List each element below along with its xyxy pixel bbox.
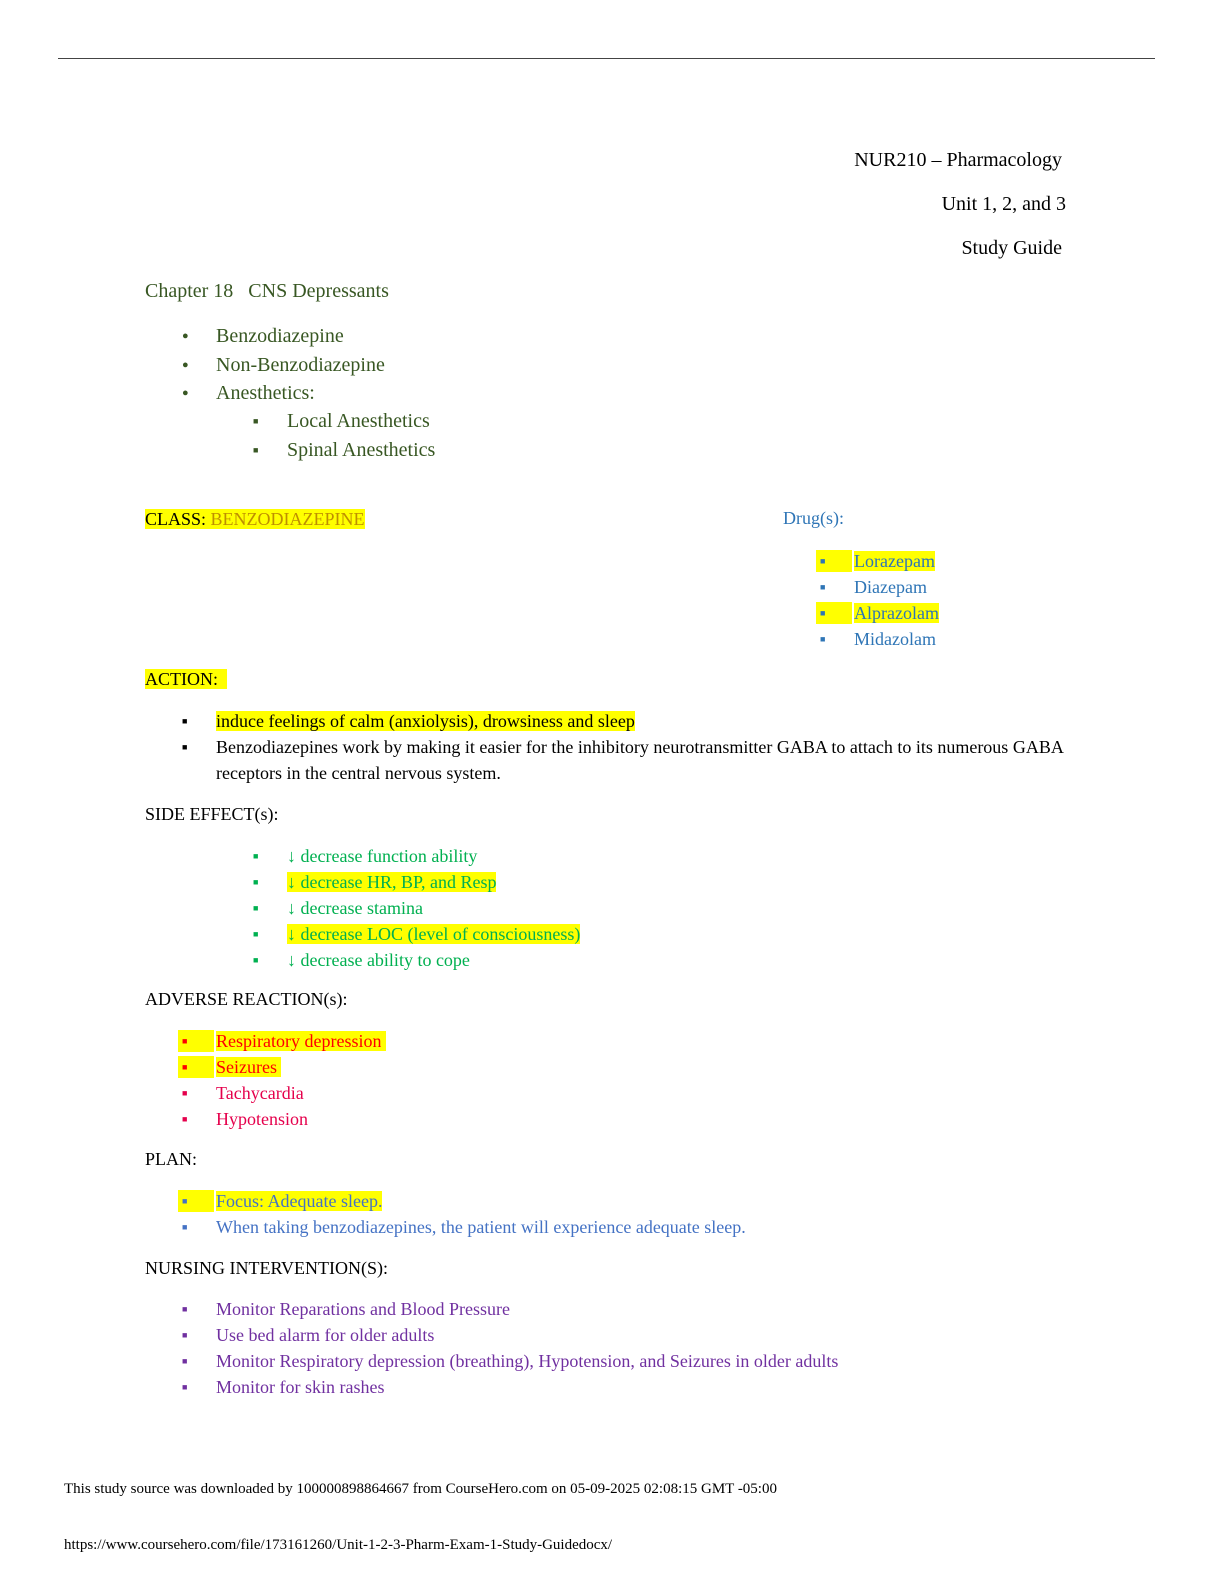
class-heading — [145, 508, 365, 530]
plan-heading: PLAN: — [145, 1149, 198, 1169]
list-item: ■ Local Anesthetics — [287, 407, 435, 436]
list-item — [216, 1054, 386, 1080]
units-line: Unit 1, 2, and 3 — [941, 193, 1066, 215]
adverse-reactions-list — [216, 1028, 386, 1132]
anesthetics-sublist — [287, 407, 435, 465]
action-heading — [145, 668, 227, 690]
source-url[interactable]: https://www.coursehero.com/file/173161260/Unit-1-2-3-Pharm-Exam-1-Study-Guidedocx/ — [64, 1537, 613, 1553]
drug-list — [854, 548, 939, 652]
list-item: ■ Midazolam — [854, 626, 939, 652]
drugs-heading: Drug(s): — [783, 508, 844, 528]
plan-list — [216, 1188, 746, 1240]
class-label: CLASS: — [145, 509, 207, 529]
list-item: ■ Benzodiazepines work by making it easier for the inhibitory neurotransmitter GABA to attach to its numerous GABA receptors in the central nervous system. — [216, 734, 1068, 786]
reaction-text: Seizures — [216, 1057, 277, 1077]
list-item: ■ Monitor for skin rashes — [216, 1374, 838, 1400]
action-list — [216, 708, 1068, 786]
study-guide-line: Study Guide — [961, 237, 1062, 259]
chapter-title: Chapter 18 CNS Depressants — [145, 280, 389, 302]
list-item: ● Non-Benzodiazepine — [216, 351, 385, 380]
list-item — [854, 600, 939, 626]
course-title: NUR210 – Pharmacology — [854, 149, 1062, 171]
list-item: ■ Monitor Respiratory depression (breathing), Hypotension, and Seizures in older adults — [216, 1348, 838, 1374]
side-effects-list — [287, 843, 580, 973]
side-effect-text: ↓ decrease LOC (level of consciousness) — [287, 924, 581, 944]
list-item: ■ When taking benzodiazepines, the patient will experience adequate sleep. — [216, 1214, 746, 1240]
list-item: ■ Monitor Reparations and Blood Pressure — [216, 1296, 838, 1322]
nursing-interventions-heading: NURSING INTERVENTION(S): — [145, 1258, 389, 1278]
nursing-interventions-list — [216, 1296, 838, 1400]
top-rule — [58, 58, 1155, 59]
list-item: ■ Tachycardia — [216, 1080, 386, 1106]
plan-text: Focus: Adequate sleep. — [216, 1191, 383, 1211]
list-item — [854, 548, 939, 574]
side-effects-heading: SIDE EFFECT(s): — [145, 804, 279, 824]
list-item — [287, 921, 580, 947]
list-item: ■ Spinal Anesthetics — [287, 436, 435, 465]
reaction-text: Respiratory depression — [216, 1031, 382, 1051]
action-text: induce feelings of calm (anxiolysis), drowsiness and sleep — [216, 711, 635, 731]
list-item — [216, 708, 1068, 734]
list-item: ■ ↓ decrease stamina — [287, 895, 580, 921]
download-notice: This study source was downloaded by 100000898864667 from CourseHero.com on 05-09-2025 02:08:15 GMT -05:00 — [64, 1481, 777, 1497]
list-item: ■ ↓ decrease ability to cope — [287, 947, 580, 973]
drug-name: Alprazolam — [854, 603, 939, 623]
list-item: ■ ↓ decrease function ability — [287, 843, 580, 869]
side-effect-text: ↓ decrease HR, BP, and Resp — [287, 872, 497, 892]
list-item — [216, 1188, 746, 1214]
list-item: ■ Hypotension — [216, 1106, 386, 1132]
list-item: ■ Use bed alarm for older adults — [216, 1322, 838, 1348]
drug-name: Lorazepam — [854, 551, 935, 571]
list-item — [287, 869, 580, 895]
list-item — [216, 1028, 386, 1054]
list-item: ● Anesthetics: — [216, 379, 385, 408]
list-item: ■ Diazepam — [854, 574, 939, 600]
adverse-reactions-heading: ADVERSE REACTION(s): — [145, 989, 348, 1009]
action-label: ACTION: — [145, 669, 218, 689]
chapter-topic-list — [216, 322, 385, 408]
list-item: ● Benzodiazepine — [216, 322, 385, 351]
class-value: BENZODIAZEPINE — [206, 509, 365, 529]
